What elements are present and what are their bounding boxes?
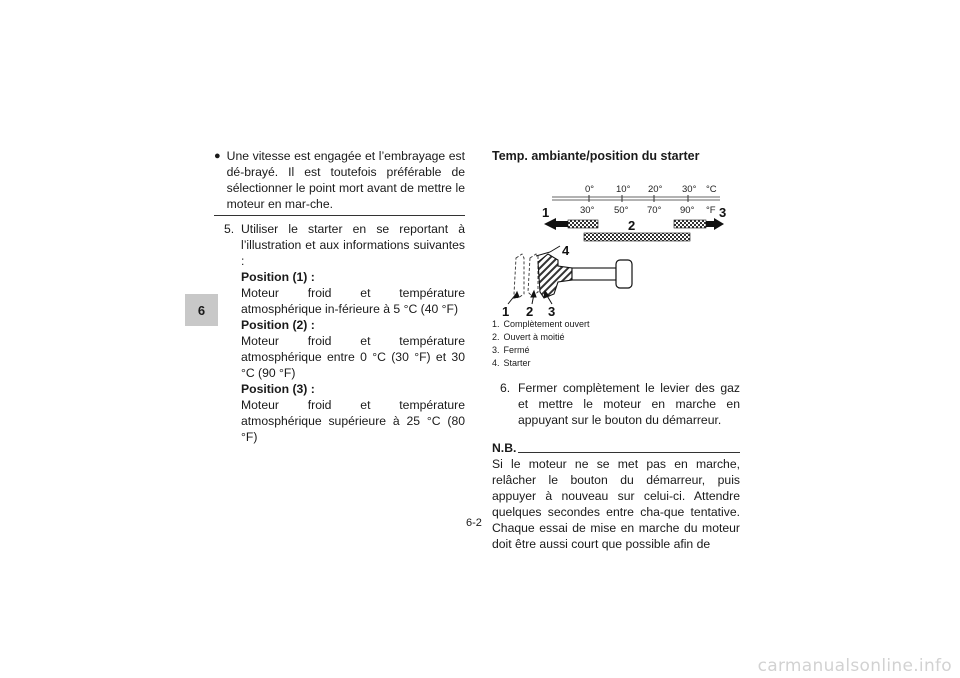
bullet-text: Une vitesse est engagée et l’embrayage est dé-brayé. Il est toutefois préférable de sélectionner le point mort avant de mettre le moteur en mar-che. <box>226 149 465 211</box>
fahrenheit-unit: °F <box>706 205 716 216</box>
fahrenheit-tick-50: 50° <box>614 205 629 216</box>
choke-lever <box>514 246 632 298</box>
step-6 <box>500 380 740 428</box>
position-3-arrow <box>674 218 724 230</box>
position-2-text: Moteur froid et température atmosphérique entre 0 °C (30 °F) et 30 °C (90 °F) <box>241 334 465 380</box>
step-number: 5. <box>224 222 235 236</box>
legend-num: 3. <box>492 345 500 355</box>
callout-2: 2 <box>628 218 636 233</box>
lever-label-1: 1 <box>502 304 510 316</box>
legend-item <box>492 318 740 331</box>
left-column <box>214 148 465 445</box>
step-text: Fermer complètement le levier des gaz et mettre le moteur en marche en appuyant sur le bouton du démarreur. <box>518 381 740 427</box>
callout-3: 3 <box>719 205 727 220</box>
scale-ticks <box>589 195 688 202</box>
lever-label-2: 2 <box>526 304 534 316</box>
position-1-title: Position (1) : <box>241 270 315 284</box>
starter-diagram-svg <box>492 166 740 316</box>
fahrenheit-tick-90: 90° <box>680 205 695 216</box>
right-column <box>492 148 740 552</box>
page-number: 6-2 <box>466 517 482 529</box>
fahrenheit-tick-30: 30° <box>580 205 595 216</box>
legend-item <box>492 357 740 370</box>
lever-shaft <box>572 268 616 280</box>
step-intro: Utiliser le starter en se reportant à l’illustration et aux informations suivantes : <box>241 222 465 268</box>
legend-text: Ouvert à moitié <box>503 332 565 342</box>
position-3-text: Moteur froid et température atmosphérique supérieure à 25 °C (80 °F) <box>241 398 465 444</box>
watermark: carmanualsonline.info <box>757 656 952 676</box>
step-5 <box>224 221 465 445</box>
celsius-tick-20: 20° <box>648 184 663 195</box>
position-1-text: Moteur froid et température atmosphérique in-férieure à 5 °C (40 °F) <box>241 286 465 316</box>
fahrenheit-tick-70: 70° <box>647 205 662 216</box>
note-rule <box>518 452 740 453</box>
position-1-arrow <box>544 218 598 230</box>
chapter-tab: 6 <box>185 294 218 326</box>
position-2-title: Position (2) : <box>241 318 315 332</box>
bullet-item <box>214 148 465 212</box>
position-2-bar <box>584 233 690 241</box>
legend-text: Complètement ouvert <box>503 319 590 329</box>
lever-label-3: 3 <box>548 304 556 316</box>
section-divider <box>214 215 465 216</box>
lever-knob <box>616 260 632 288</box>
celsius-tick-10: 10° <box>616 184 631 195</box>
legend-item <box>492 344 740 357</box>
bullet-dot: ● <box>214 150 221 162</box>
callout-4: 4 <box>562 243 570 258</box>
legend-text: Fermé <box>503 345 530 355</box>
note-heading <box>492 440 740 456</box>
diagram-legend <box>492 318 740 370</box>
step-number: 6. <box>500 381 511 395</box>
note-text: Si le moteur ne se met pas en marche, relâcher le bouton du démarreur, puis appuyer à nouveau sur celui-ci. Attendre quelques secondes entre cha-que tentative. Chaque essai de mise en marche du moteur doit être aussi court que possible afin de <box>492 457 740 551</box>
starter-diagram <box>492 166 740 316</box>
celsius-tick-0: 0° <box>585 184 595 195</box>
position-3-title: Position (3) : <box>241 382 315 396</box>
callout-1: 1 <box>542 205 550 220</box>
celsius-unit: °C <box>706 184 717 195</box>
celsius-tick-30: 30° <box>682 184 697 195</box>
note-label: N.B. <box>492 441 517 455</box>
legend-num: 4. <box>492 358 500 368</box>
legend-text: Starter <box>503 358 531 368</box>
diagram-title: Temp. ambiante/position du starter <box>492 149 700 163</box>
legend-num: 2. <box>492 332 500 342</box>
legend-num: 1. <box>492 319 500 329</box>
legend-item <box>492 331 740 344</box>
